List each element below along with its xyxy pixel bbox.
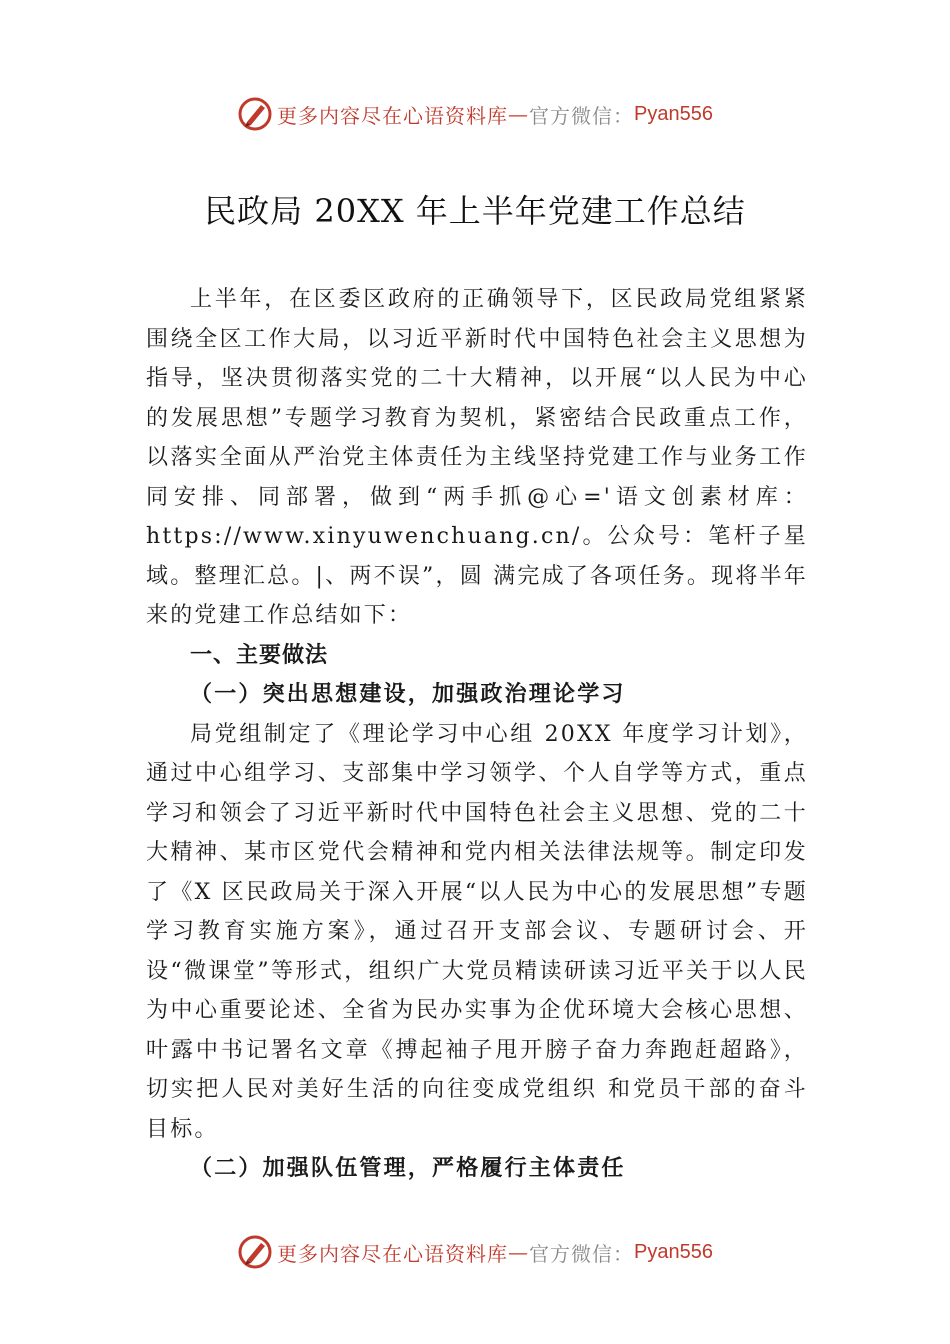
banner-wechat-label: 官方微信： — [529, 103, 635, 128]
subsection-heading-1-text: （一）突出思想建设，加强政治理论学习 — [190, 681, 626, 707]
banner-red-text: 更多内容尽在心语资料库 — [277, 103, 509, 128]
subsection-heading-2-text: （二）加强队伍管理，严格履行主体责任 — [190, 1155, 626, 1181]
document-body — [146, 280, 808, 1189]
footer-banner — [0, 1230, 950, 1274]
subsection-heading-1 — [146, 675, 808, 715]
body-paragraph-1: 局党组制定了《理论学习中心组 20XX 年度学习计划》，通过中心组学习、支部集中学习领学、个人自学等方式，重点学习和领会了习近平新时代中国特色社会主义思想、党的二十大精神、某市区党代会精神和党内相关法律法规等。制定印发了《X 区民政局关于深入开展“以人民为中心的发展思想”专题学习教育实施方案》，通过召开支部会议、专题研讨会、开设“微课堂”等形式，组织广大党员精读研读习近平关于以人民为中心重要论述、全省为民办实事为企优环境大会核心思想、叶露中书记署名文章《搏起袖子甩开膀子奋力奔跑赶超路》，切实把人民对美好生活的向往变成党组织 和党员干部的奋斗目标。 — [146, 721, 808, 1142]
pen-logo-icon — [237, 1234, 273, 1270]
banner-wechat-handle: Pyan556 — [634, 1240, 713, 1263]
banner-wechat-label: 官方微信： — [529, 1241, 635, 1266]
intro-paragraph: 上半年，在区委区政府的正确领导下，区民政局党组紧紧围绕全区工作大局，以习近平新时代中国特色社会主义思想为指导，坚决贯彻落实党的二十大精神，以开展“以人民为中心的发展思想”专题学习教育为契机，紧密结合民政重点工作，以落实全面从严治党主体责任为主线坚持党建工作与业务工作同安排、同部署，做到“两手抓@心='语文创素材库：https://www.xinyuwenchuang.cn/。公众号：笔杆子星域。整理汇总。|、两不误”，圆 满完成了各项任务。现将半年来的党建工作总结如下： — [146, 287, 808, 628]
section-heading-1: 一、主要做法 — [190, 642, 329, 668]
banner-wechat-handle: Pyan556 — [634, 102, 713, 125]
subsection-heading-2 — [146, 1149, 808, 1189]
banner-dash: — — [508, 102, 530, 126]
header-banner — [0, 92, 950, 136]
pen-logo-icon — [237, 96, 273, 132]
banner-red-text: 更多内容尽在心语资料库 — [277, 1241, 509, 1266]
document-title: 民政局 20XX 年上半年党建工作总结 — [204, 192, 746, 230]
banner-dash: — — [508, 1240, 530, 1264]
